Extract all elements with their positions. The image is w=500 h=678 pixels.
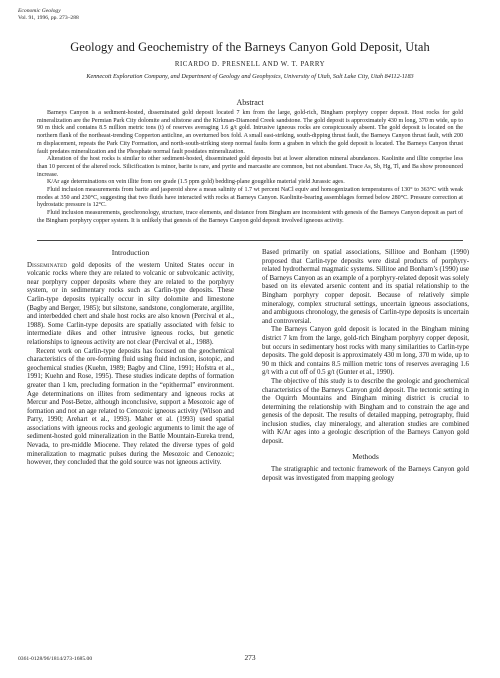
intro-paragraph: The objective of this study is to describe the geologic and geochemical characteristics of the Barneys Canyon gold deposit. The tectonic setting in the Oquirrh Mountains and Bingham mining district is crucial to determining the relationship with Bingham and to constrain the age and genesis of the deposit. The results of detailed mapping, petrography, fluid inclusion studies, clay mineralogy, and alteration studies are combined with K/Ar ages into a geologic description of the Barneys Canyon gold deposit.: [262, 377, 469, 446]
left-column: [27, 249, 234, 468]
intro-paragraph-text: gold deposits of the western United States occur in volcanic rocks where they are related to volcanic or subvolcanic activity, near porphyry copper deposits where they are related to the porphyry system, or in sedimentary rocks such as Carlin-type deposits. These Carlin-type deposits typically occur in silty dolomite and limestone (Bagby and Berger, 1985); but siltstone, sandstone, conglomerate, argillite, and interbedded chert and shale host rocks are also known (Percival et al., 1988). Some Carlin-type deposits are spatially associated with felsic to intermediate dikes and other intrusive igneous rocks, but genetic relationships to igneous activity are not clear (Percival et al., 1988).: [27, 261, 234, 346]
intro-paragraph: [27, 262, 234, 348]
methods-paragraph: The stratigraphic and tectonic framework of the Barneys Canyon gold deposit was investigated from mapping geology: [262, 466, 469, 482]
intro-paragraph: The Barneys Canyon gold deposit is located in the Bingham mining district 7 km from the large, gold-rich Bingham porphyry copper deposit, but occurs in sedimentary host rocks with many similarities to Carlin-type deposits. The gold deposit is approximately 430 m long, 370 m wide, up to 90 m thick and contains 8.5 million metric tons of reserves averaging 1.6 g/t with a cut off of 0.5 g/t (Gunter et al., 1990).: [262, 326, 469, 377]
abstract-paragraph: Fluid inclusion measurements, geochronology, structure, trace elements, and distance from Bingham are inconsistent with genesis of the Barneys Canyon deposit as part of the Bingham porphyry copper system. It is unlikely that genesis of the Barneys Canyon gold deposit involved igneous activity.: [37, 210, 463, 224]
intro-paragraph: Based primarily on spatial associations, Sillitoe and Bonham (1990) proposed that Carlin-type deposits were distal products of porphyry-related hydrothermal magmatic systems. Sillitoe and Bonham’s (1990) use of Barneys Canyon as an example of a porphyry-related deposit was solely based on its elevated arsenic content and its spatial relationship to the Bingham porphyry copper deposit. Because of relatively simple mineralogy, complex structural settings, uncertain igneous associations, and ambiguous chronology, the genesis of Carlin-type deposits is uncertain and controversial.: [262, 249, 469, 325]
abstract-heading: Abstract: [236, 98, 264, 107]
introduction-heading: Introduction: [111, 248, 150, 257]
paper-authors: RICARDO D. PRESNELL AND W. T. PARRY: [174, 61, 326, 68]
journal-name: Economic Geology: [18, 8, 61, 14]
abstract-paragraph: Barneys Canyon is a sediment-hosted, disseminated gold deposit located 7 km from the large, gold-rich, Bingham porphyry copper deposit. Host rocks for gold mineralization are the Permian Park City dolomite and siltstone and the Kirkman-Diamond Creek sandstone. The gold deposit is approximately 430 m long, 370 m wide, up to 90 m thick and contains 8.5 million metric tons (t) of reserves averaging 1.6 g/t gold. Intrusive igneous rocks are conspicuously absent. The gold deposit is located on the northern flank of the northeast-trending Copperton anticline, an overturned box fold. A small east-striking, south-dipping thrust fault, the Barneys Canyon thrust fault, with 200 m displacement, repeats the Park City Formation, and north-south-striking steep normal faults form a graben in which the gold deposit is located. The Barneys Canyon thrust fault predates mineralization and the Phosphate normal fault postdates mineralization.: [37, 110, 463, 155]
paper-title: Geology and Geochemistry of the Barneys Canyon Gold Deposit, Utah: [70, 40, 430, 54]
methods-heading: Methods: [352, 451, 379, 461]
page-number: 273: [244, 653, 256, 662]
abstract-paragraph: Alteration of the host rocks is similar to other sediment-hosted, disseminated gold deposits but at lower alteration mineral abundances. Kaolinite and illite comprise less than 10 percent of the altered rock. Silicification is minor, barite is rare, and pyrite and marcasite are common, but not abundant. Trace As, Sb, Hg, Tl, and Ba show pronounced increase.: [37, 156, 464, 178]
abstract-paragraph: K/Ar age determinations on vein illite from ore grade (1.5 ppm gold) bedding-plane gougelike material yield Jurassic ages.: [47, 179, 345, 186]
abstract-body: [37, 110, 463, 226]
paper-affiliation: Kennecott Exploration Company, and Department of Geology and Geophysics, University of Utah, Salt Lake City, Utah 84112-1183: [86, 73, 414, 80]
journal-header: [18, 8, 79, 21]
footer-code: 0361-0128/96/1814/273-1685.00: [18, 656, 93, 662]
intro-lead-word: Disseminated: [27, 261, 68, 269]
intro-paragraph: Recent work on Carlin-type deposits has focused on the geochemical characteristics of the ore-forming fluid using fluid inclusion, isotopic, and geochemical studies (Kuehn, 1989; Bagby and Cline, 1991; Hofstra et al., 1991; Kuehn and Rose, 1995). These studies indicate depths of formation greater than 1 km, precluding formation in the “epithermal” environment. Age determinations on illites from sedimentary and igneous rocks at Mercur and Post-Betze, although inconclusive, support a Mesozoic age of formation and not an age related to Cenozoic igneous activity (Wilson and Parry, 1990; Arehart et al., 1993). Maher et al. (1993) used spatial associations with igneous rocks and geologic arguments to limit the age of sediment-hosted gold mineralization in the Battle Mountain-Eureka trend, Nevada, to pre-middle Miocene. They related the diverse types of gold mineralization to magmatic pulses during the Mesozoic and Cenozoic; however, they concluded that the gold source was not igneous activity.: [27, 347, 234, 467]
abstract-paragraph: Fluid inclusion measurements from barite and jasperoid show a mean salinity of 1.7 wt percent NaCl equiv and homogenization temperatures of 130° to 363°C with weak modes at 350 and 230°C, suggesting that two fluids have interacted with rocks at Barneys Canyon. Kaolinite-bearing assemblages formed below 280°C. Pressure correction at hydrostatic pressure is 12°C.: [37, 187, 463, 209]
right-column: [262, 249, 469, 483]
journal-volume: Vol. 91, 1996, pp. 273–288: [18, 14, 79, 21]
section-divider: [37, 240, 463, 241]
